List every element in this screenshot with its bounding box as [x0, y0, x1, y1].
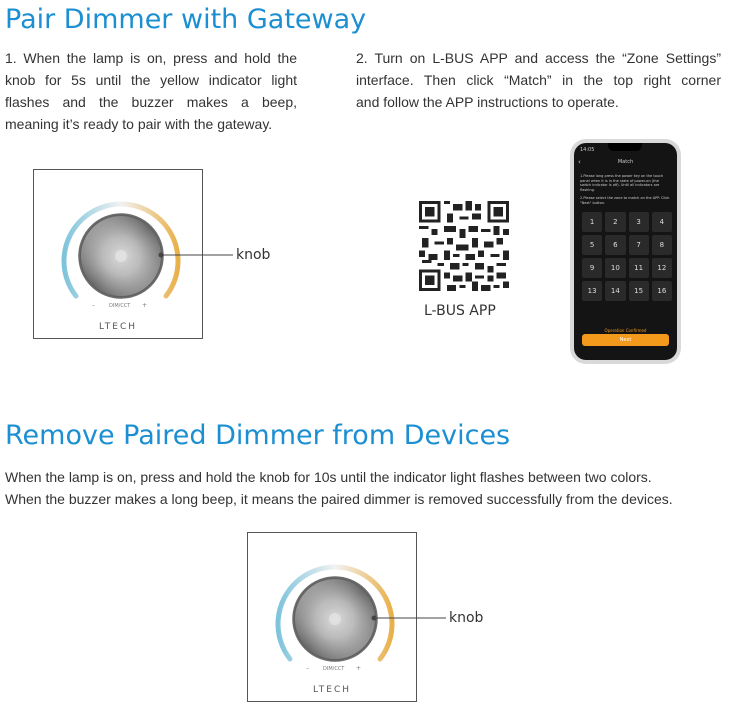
status-time: 14:05	[580, 147, 595, 153]
knob-label: knob	[236, 247, 271, 263]
knob-label: knob	[449, 610, 484, 626]
step1-line: knob for 5s until the yellow indicator light	[5, 72, 297, 88]
zone-grid	[582, 212, 672, 301]
knob-pointer-line	[370, 613, 450, 623]
brand-logo: LTECH	[312, 685, 351, 695]
zone-cell[interactable]: 5	[582, 235, 602, 255]
zone-cell[interactable]: 13	[582, 281, 602, 301]
step2-line: and follow the APP instructions to operate.	[356, 94, 619, 110]
zone-cell[interactable]: 16	[652, 281, 672, 301]
screen-title: Match	[617, 159, 634, 165]
zone-cell[interactable]: 7	[629, 235, 649, 255]
phone-notch	[608, 143, 642, 151]
qr-caption: L-BUS APP	[424, 303, 496, 319]
phone-screen	[574, 143, 677, 360]
remove-line: When the buzzer makes a long beep, it means the paired dimmer is removed successfully from the devices.	[5, 491, 673, 507]
zone-cell[interactable]: 12	[652, 258, 672, 278]
zone-cell[interactable]: 6	[605, 235, 625, 255]
screen-instruction: 1.Please long press the power key on the touch panel when it is in the state of power-on (the switch indicator is off). Until all indicators are flashing.	[580, 174, 664, 192]
step2-line: interface. Then click “Match” in the top right corner	[356, 72, 721, 88]
step1-line: meaning it’s ready to pair with the gateway.	[5, 116, 273, 132]
mode-label: DIM/CCT	[109, 303, 131, 309]
remove-line: When the lamp is on, press and hold the knob for 10s until the indicator light flashes between two colors.	[5, 469, 652, 485]
phone-mockup	[570, 139, 681, 364]
step1-line: flashes and the buzzer makes a beep,	[5, 94, 297, 110]
minus-label: –	[92, 302, 95, 309]
zone-cell[interactable]: 14	[605, 281, 625, 301]
mode-label: DIM/CCT	[323, 666, 345, 672]
zone-cell[interactable]: 2	[605, 212, 625, 232]
zone-cell[interactable]: 10	[605, 258, 625, 278]
confirm-text: Operation Confirmed	[604, 328, 647, 333]
back-chevron-icon[interactable]: ‹	[578, 158, 581, 166]
screen-instruction2: 2.Please select the zone to match on the APP. Click "Next" button.	[580, 196, 670, 205]
minus-label: –	[306, 665, 309, 672]
zone-cell[interactable]: 11	[629, 258, 649, 278]
zone-cell[interactable]: 1	[582, 212, 602, 232]
zone-cell[interactable]: 3	[629, 212, 649, 232]
plus-label: +	[142, 302, 148, 309]
step1-line: 1. When the lamp is on, press and hold the	[5, 50, 297, 66]
step2-line: 2. Turn on L-BUS APP and access the “Zone Settings”	[356, 50, 721, 66]
knob-pointer-line	[157, 250, 237, 260]
section-title-remove: Remove Paired Dimmer from Devices	[5, 420, 511, 451]
section-title-pair: Pair Dimmer with Gateway	[5, 4, 367, 35]
zone-cell[interactable]: 15	[629, 281, 649, 301]
qr-code-icon	[419, 201, 509, 291]
zone-cell[interactable]: 4	[652, 212, 672, 232]
zone-cell[interactable]: 8	[652, 235, 672, 255]
next-button[interactable]: Next	[582, 334, 669, 346]
zone-cell[interactable]: 9	[582, 258, 602, 278]
brand-logo: LTECH	[98, 322, 137, 332]
plus-label: +	[356, 665, 362, 672]
